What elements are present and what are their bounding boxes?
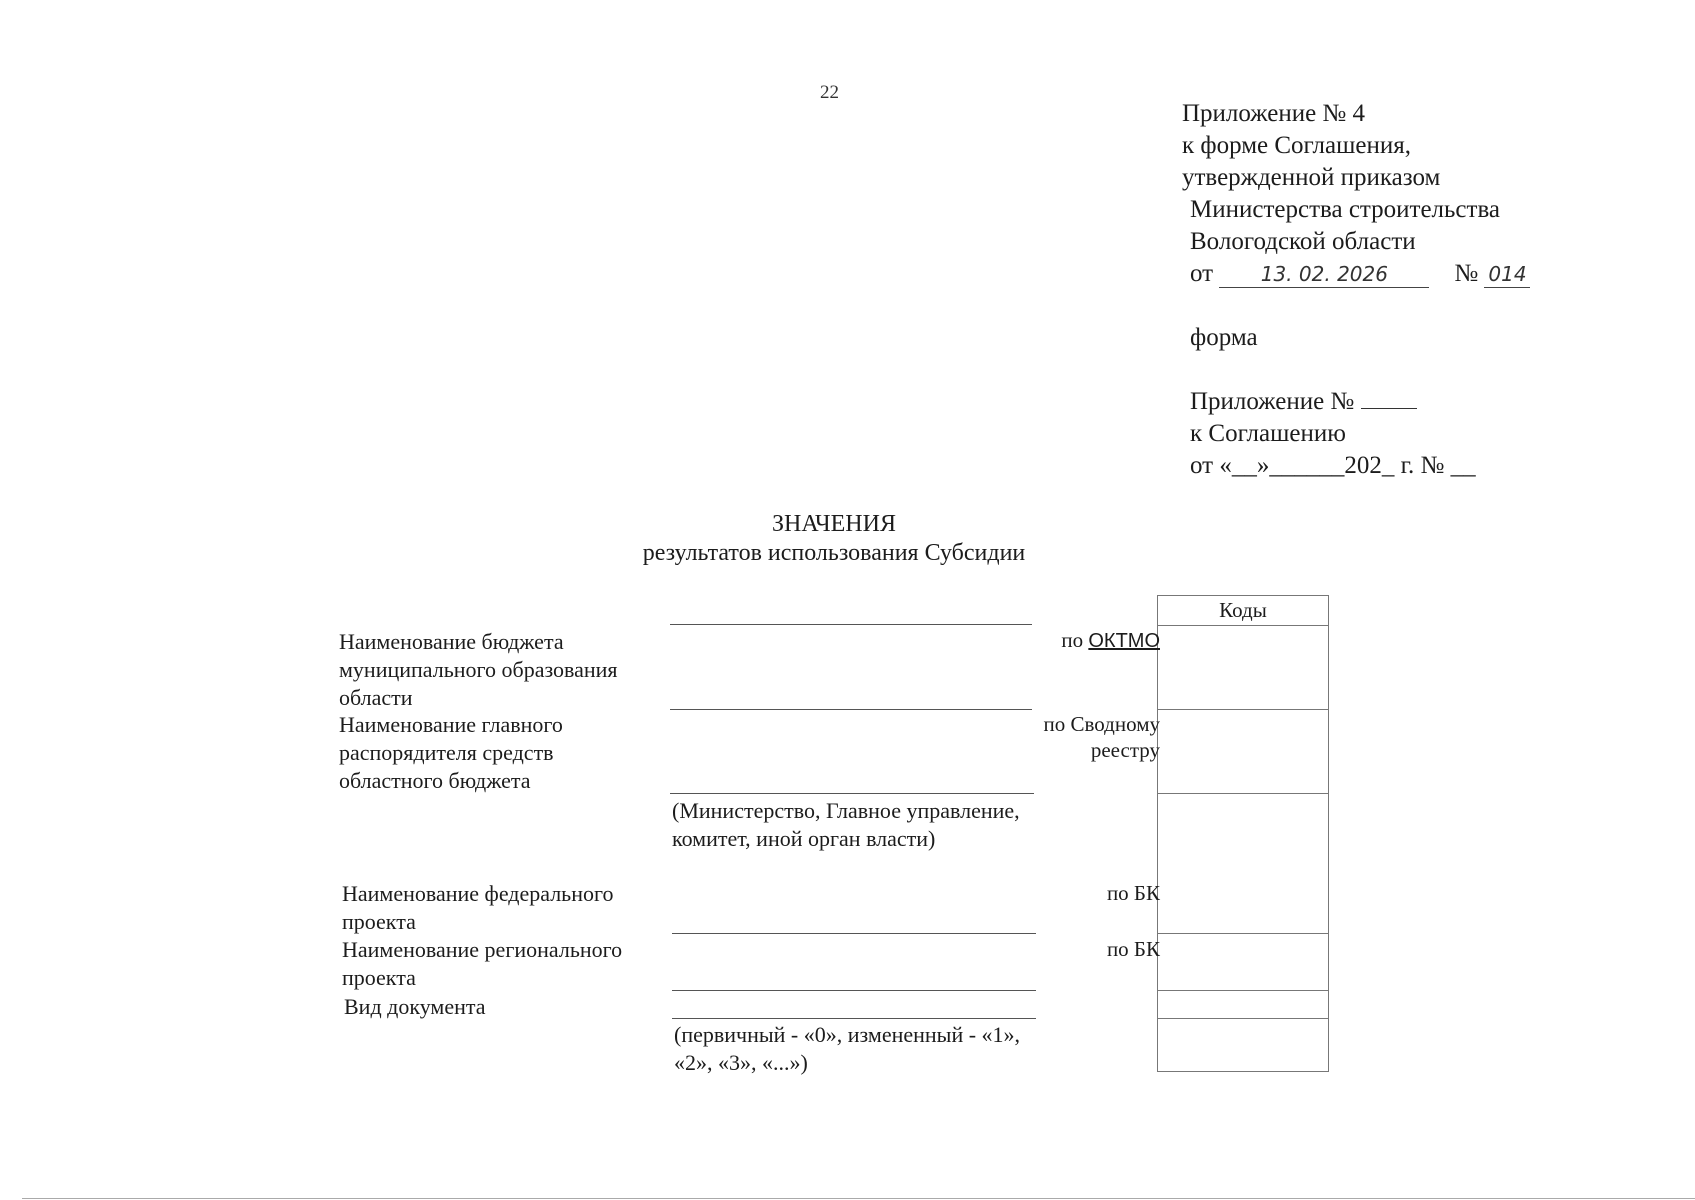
title-main: ЗНАЧЕНИЯ <box>772 511 896 537</box>
appendix-line1: Приложение № 4 <box>1182 100 1366 127</box>
document-title <box>0 510 1668 568</box>
appendix-header <box>1182 98 1530 482</box>
fill-line-doctype <box>672 1018 1036 1019</box>
federal-project-label: Наименование федерального проекта <box>342 881 614 934</box>
fill-line-federal <box>672 933 1036 934</box>
agreement-appendix-line3: от «__»______202_ г. № __ <box>1190 452 1476 479</box>
number-label: № <box>1454 260 1479 287</box>
budget-name-label: Наименование бюджета муниципального образования области <box>339 629 618 710</box>
appendix-date-line <box>1182 258 1530 290</box>
oktmo-label: по ОКТМО <box>1061 628 1160 652</box>
svod-reestr-label: по Сводному реестру <box>1043 712 1160 762</box>
fill-line-regional <box>672 990 1036 991</box>
doc-type-note: (первичный - «0», измененный - «1», «2», «3», «...») <box>674 1022 1021 1075</box>
fill-line-manager <box>670 793 1034 794</box>
bk-label-1: по БК <box>1106 881 1160 905</box>
form-label: форма <box>1190 324 1258 351</box>
chief-manager-label: Наименование главного распорядителя средств областного бюджета <box>339 712 563 793</box>
doc-type-label: Вид документа <box>344 994 486 1019</box>
fill-line-budget <box>670 709 1032 710</box>
page-number: 22 <box>820 82 839 103</box>
fill-line-top <box>670 624 1032 625</box>
handwritten-date: 13. 02. 2026 <box>1219 261 1429 288</box>
appendix-line2: к форме Соглашения, <box>1182 132 1411 159</box>
oktmo-code: ОКТМО <box>1088 630 1160 652</box>
appendix-number-blank <box>1361 386 1417 409</box>
appendix-line5: Вологодской области <box>1190 228 1416 255</box>
codes-box <box>1157 595 1329 1072</box>
bk-label-2: по БК <box>1106 937 1160 961</box>
agreement-appendix-line1: Приложение № <box>1182 386 1530 418</box>
agreement-appendix-line2: к Соглашению <box>1190 420 1346 447</box>
appendix-line4: Министерства строительства <box>1190 196 1501 223</box>
page-bottom-edge <box>22 1198 1695 1199</box>
regional-project-label: Наименование регионального проекта <box>342 937 623 990</box>
ministry-note: (Министерство, Главное управление, комитет, иной орган власти) <box>672 798 1020 851</box>
appendix-line3: утвержденной приказом <box>1182 164 1441 191</box>
handwritten-number: 014 <box>1484 261 1530 288</box>
codes-header: Коды <box>1219 598 1267 622</box>
from-label: от <box>1190 260 1214 287</box>
title-sub: результатов использования Субсидии <box>642 540 1026 566</box>
